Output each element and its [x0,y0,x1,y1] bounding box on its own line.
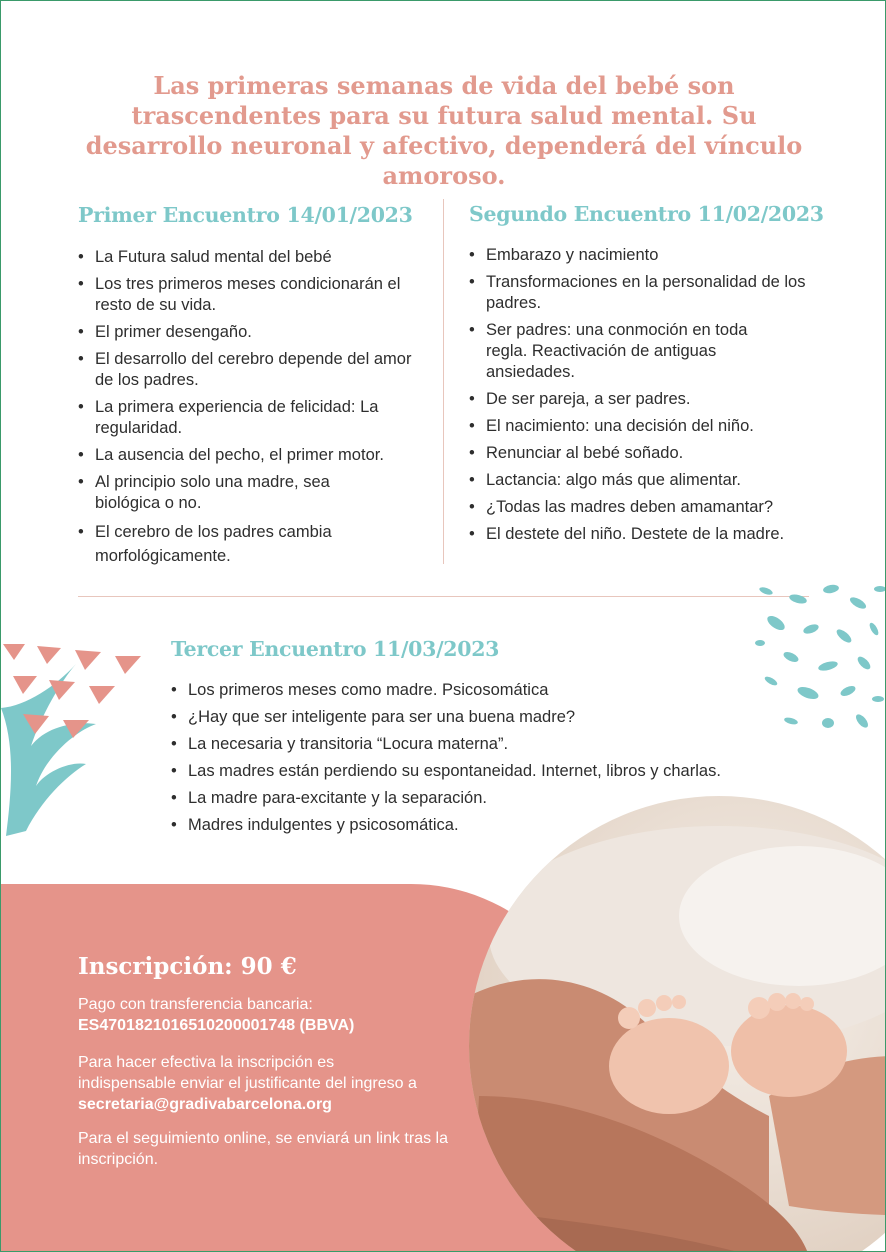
list-item: • La ausencia del pecho, el primer motor. [78,445,423,466]
list-item: • Renunciar al bebé soñado. [469,443,814,464]
list-item: • El cerebro de los padres cambia morfológicamente. [78,520,385,568]
list-item: • La madre para-excitante y la separación. [171,788,811,809]
proof-info [78,1052,423,1115]
payment-info [78,994,478,1036]
hands-holding-feet-icon [469,796,886,1252]
list-item: • El desarrollo del cerebro depende del amor de los padres. [78,349,423,391]
online-note: Para el seguimiento online, se enviará un link tras la inscripción. [78,1130,448,1168]
list-item: • ¿Hay que ser inteligente para ser una buena madre? [171,707,811,728]
first-encounter-list [78,247,423,574]
list-item: • Transformaciones en la personalidad de los padres. [469,272,814,314]
list-item: • Los primeros meses como madre. Psicosomática [171,680,811,701]
list-item: • Ser padres: una conmoción en toda regla. Reactivación de antiguas ansiedades. [469,320,786,383]
email-link[interactable]: secretaria@gradivabarcelona.org [78,1096,332,1113]
first-encounter-title: Primer Encuentro 14/01/2023 [78,203,413,227]
list-item: • Las madres están perdiendo su espontaneidad. Internet, libros y charlas. [171,761,811,782]
payment-label: Pago con transferencia bancaria: [78,996,313,1013]
second-encounter-list [469,245,814,551]
list-item: • Los tres primeros meses condicionarán el resto de su vida. [78,274,423,316]
baby-feet-photo [469,796,886,1252]
list-item: • Al principio solo una madre, sea biológica o no. [78,472,385,514]
third-encounter-title: Tercer Encuentro 11/03/2023 [171,637,500,661]
list-item: • ¿Todas las madres deben amamantar? [469,497,814,518]
intro-heading: Las primeras semanas de vida del bebé son trascendentes para su futura salud mental. Su desarrollo neuronal y afectivo, dependerá del vínculo amoroso. [85,71,803,190]
leaf-decoration-icon [1,636,151,841]
list-item: • Madres indulgentes y psicosomática. [171,815,811,836]
list-item: • La necesaria y transitoria “Locura materna”. [171,734,811,755]
iban-number: ES4701821016510200001748 (BBVA) [78,1017,355,1034]
second-encounter-title: Segundo Encuentro 11/02/2023 [469,202,824,226]
list-item: • Embarazo y nacimiento [469,245,814,266]
column-divider [443,199,444,564]
list-item: • La Futura salud mental del bebé [78,247,423,268]
proof-text: Para hacer efectiva la inscripción es indispensable enviar el justificante del ingreso a [78,1054,417,1092]
list-item: • La primera experiencia de felicidad: La regularidad. [78,397,395,439]
list-item: • De ser pareja, a ser padres. [469,389,814,410]
section-divider [78,596,809,597]
list-item: • El nacimiento: una decisión del niño. [469,416,814,437]
list-item: • El primer desengaño. [78,322,423,343]
registration-title: Inscripción: 90 € [78,953,297,980]
list-item: • El destete del niño. Destete de la madre. [469,524,814,545]
list-item: • Lactancia: algo más que alimentar. [469,470,814,491]
